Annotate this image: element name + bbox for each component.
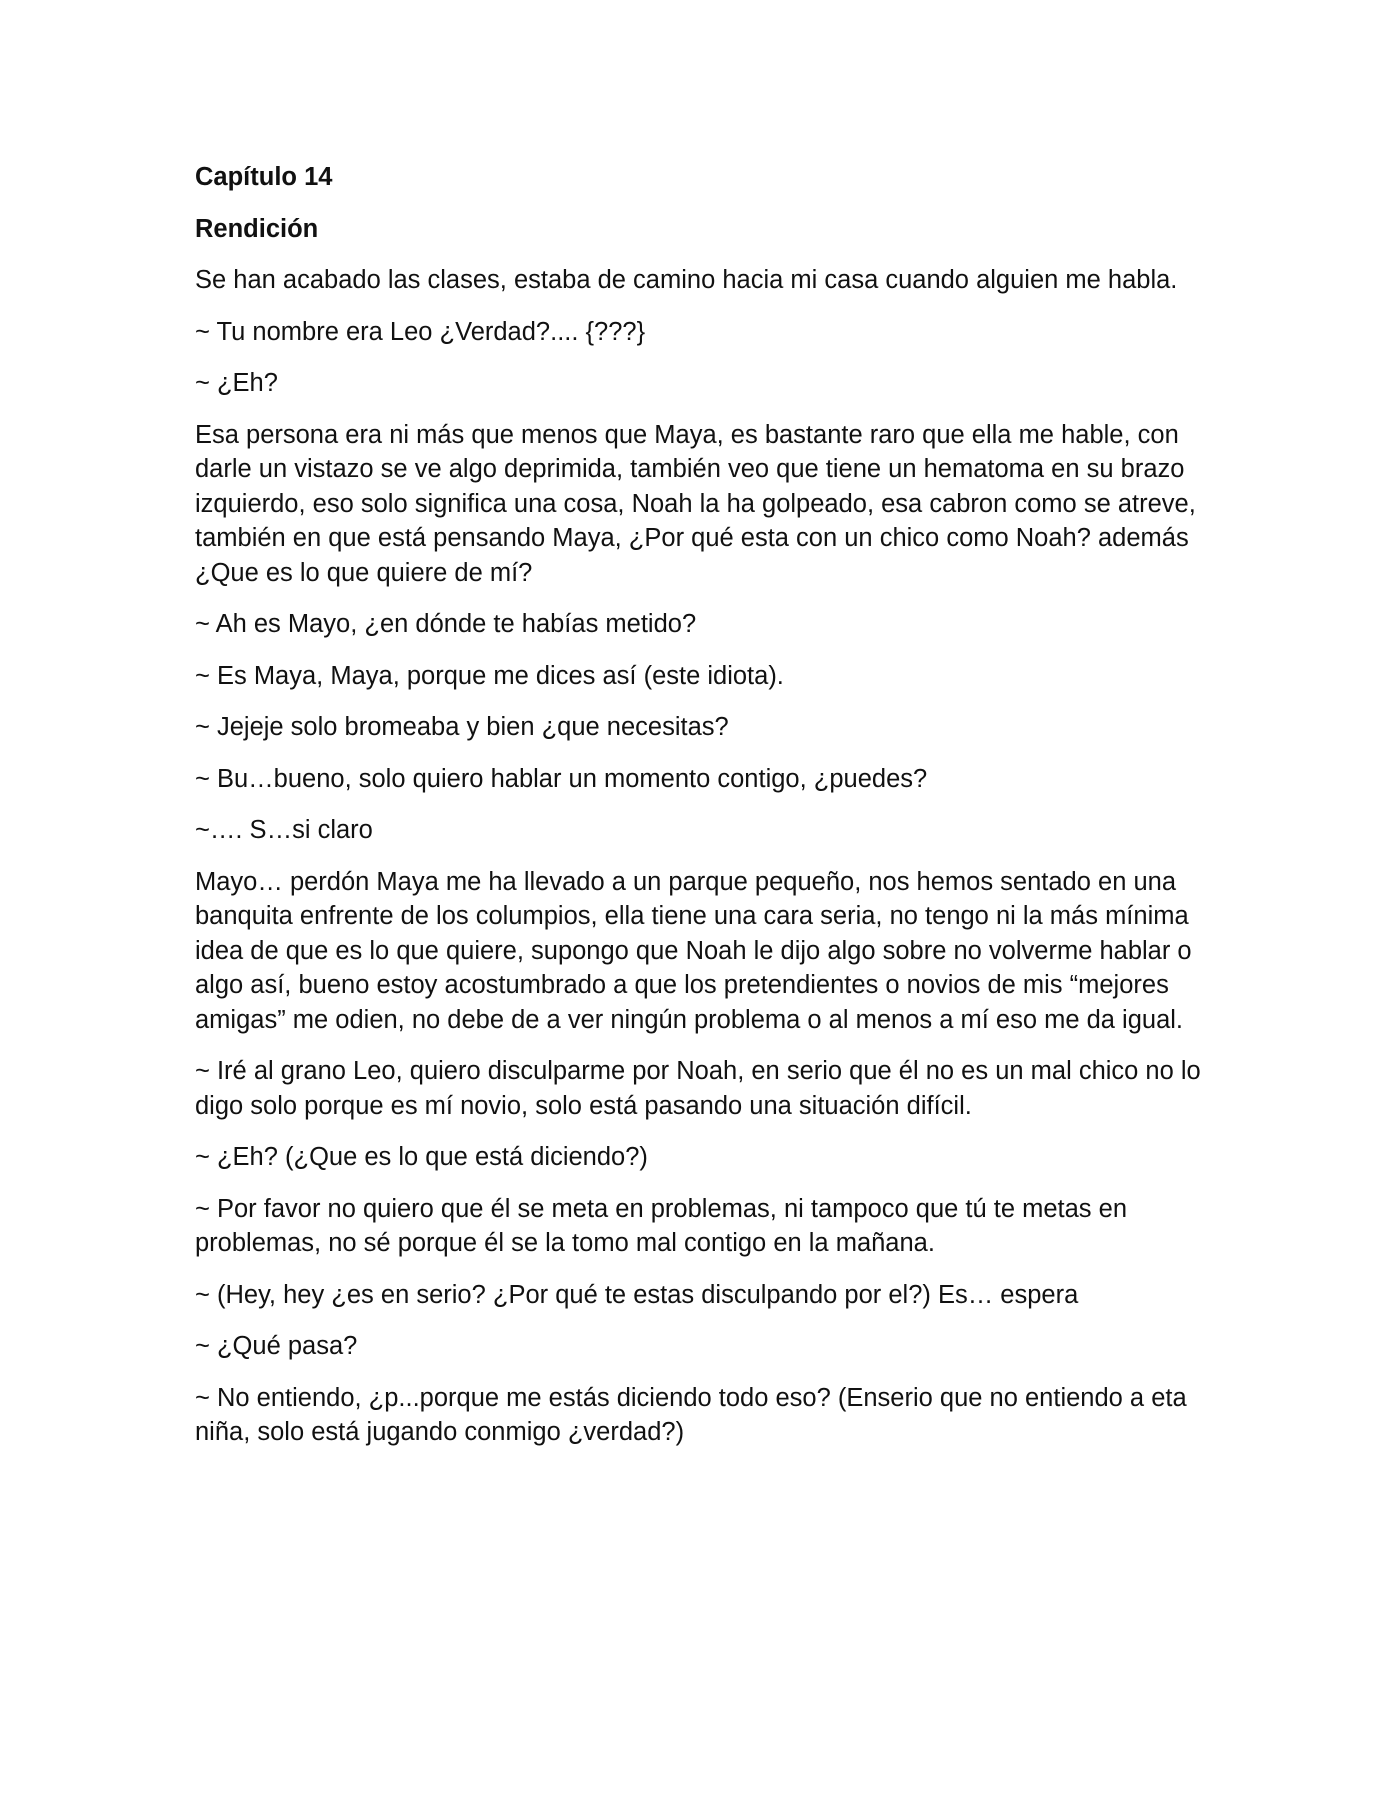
dialogue-line: ~ Ah es Mayo, ¿en dónde te habías metido? (195, 610, 697, 638)
chapter-title-heading: Rendición (195, 214, 319, 243)
narrative-paragraph: Esa persona era ni más que menos que Maya, es bastante raro que ella me hable, con darle un vistazo se ve algo deprimida, también veo que tiene un hematoma en su brazo izquierdo, eso solo significa una cosa, Noah la ha golpeado, esa cabron como se atreve, también en que está pensando Maya, ¿Por qué esta con un chico como Noah? además ¿Que es lo que quiere de mí? (195, 420, 1196, 587)
dialogue-line: ~ Bu…bueno, solo quiero hablar un momento contigo, ¿puedes? (195, 764, 928, 793)
dialogue-line: ~ Por favor no quiero que él se meta en problemas, ni tampoco que tú te metas en problemas, no sé porque él se la tomo mal contigo en la mañana. (195, 1194, 1128, 1257)
narrative-paragraph: Mayo… perdón Maya me ha llevado a un parque pequeño, nos hemos sentado en una banquita enfrente de los columpios, ella tiene una cara seria, no tengo ni la más mínima idea de que es lo que quiere, supongo que Noah le dijo algo sobre no volverme hablar o algo así, bueno estoy acostumbrado a que los pretendientes o novios de mis “mejores amigas” me odien, no debe de a ver ningún problema o al menos a mí eso me da igual. (195, 867, 1192, 1034)
chapter-number-heading: Capítulo 14 (195, 163, 333, 191)
chapter-content (195, 160, 1215, 1467)
dialogue-line: ~ ¿Qué pasa? (195, 1332, 358, 1360)
dialogue-line: ~ Jejeje solo bromeaba y bien ¿que necesitas? (195, 713, 729, 741)
dialogue-line: ~ (Hey, hey ¿es en serio? ¿Por qué te estas disculpando por el?) Es… espera (195, 1280, 1079, 1309)
dialogue-line: ~…. S…si claro (195, 816, 373, 844)
dialogue-line: ~ Es Maya, Maya, porque me dices así (este idiota). (195, 661, 784, 690)
dialogue-line: ~ ¿Eh? (195, 369, 278, 397)
dialogue-line: ~ ¿Eh? (¿Que es lo que está diciendo?) (195, 1143, 648, 1171)
dialogue-line: ~ No entiendo, ¿p...porque me estás diciendo todo eso? (Enserio que no entiendo a eta niña, solo está jugando conmigo ¿verdad?) (195, 1383, 1187, 1446)
narrative-paragraph: Se han acabado las clases, estaba de camino hacia mi casa cuando alguien me habla. (195, 266, 1178, 294)
dialogue-line: ~ Iré al grano Leo, quiero disculparme por Noah, en serio que él no es un mal chico no lo digo solo porque es mí novio, solo está pasando una situación difícil. (195, 1057, 1201, 1120)
dialogue-line: ~ Tu nombre era Leo ¿Verdad?.... {???} (195, 317, 646, 346)
